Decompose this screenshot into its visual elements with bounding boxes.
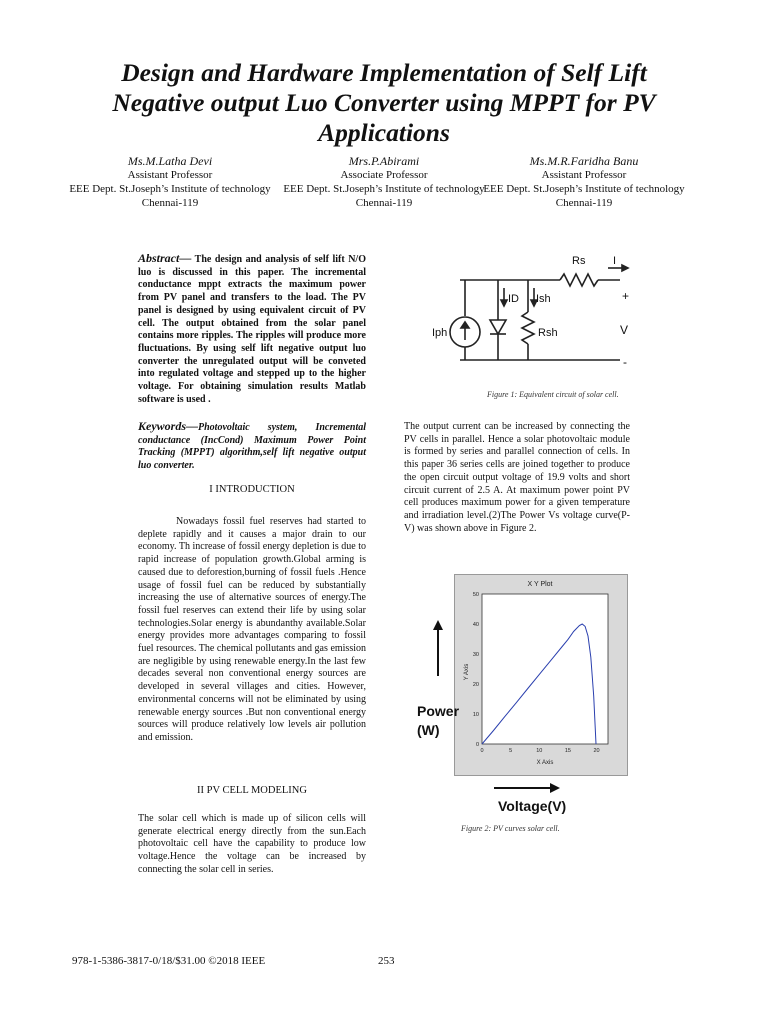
power-label-line2: (W) [417, 722, 440, 738]
title-line-1: Design and Hardware Implementation of Self Lift [121, 58, 647, 87]
x-tick-label: 15 [564, 748, 571, 754]
author-dept: EEE Dept. St.Joseph’s Institute of technology [283, 183, 485, 195]
circuit-label-ish: Ish [536, 293, 551, 305]
x-tick-label: 5 [509, 748, 513, 754]
circuit-label-minus: - [623, 355, 627, 369]
author-city: Chennai-119 [355, 197, 413, 209]
abstract [138, 252, 366, 406]
circuit-label-rsh: Rsh [538, 327, 558, 339]
paper-title [40, 58, 728, 148]
y-tick-label: 50 [472, 592, 479, 598]
title-line-3: Applications [318, 118, 450, 147]
y-tick-label: 0 [475, 742, 479, 748]
keywords [138, 420, 366, 473]
author-city: Chennai-119 [141, 197, 199, 209]
plot-title: X Y Plot [527, 581, 553, 588]
right-paragraph [404, 421, 630, 535]
intro-text: Nowadays fossil fuel reserves had started to deplete rapidly and it causes a major drain to our economy. Th increase of fossil energy depletion is due to rapid increase of population growth.Global arming is caused due to deforestion,burning of fossil fuels .Hence usage of fossil fuel can be reduced by substantially increasing the use of alternative sources of energy.The fossil fuel reserves can extend their life by using solar technologies.Solar energy is abundanthy available.Solar energy provides more advantages comparing to fossil fuel resources. The chemical pollutants and gas emission are negligible by using renewable energy.In the last few decades several non conventional energy sources are developed in several villages and cities. However, environmental concerns will not be eliminated by using renewable energy sources .But non conventional energy sources will produce relatively low levels air pollution and emission. [138, 516, 366, 743]
abstract-label: Abstract— [138, 251, 192, 265]
author-block-2 [274, 154, 494, 210]
voltage-label: Voltage(V) [498, 798, 567, 814]
author-role: Assistant Professor [541, 169, 627, 181]
figure2-caption: Figure 2: PV curves solar cell. [461, 824, 560, 833]
author-role: Assistant Professor [127, 169, 213, 181]
circuit-label-i: I [613, 255, 617, 267]
pv-paragraph [138, 813, 366, 877]
author-role: Associate Professor [340, 169, 428, 181]
author-city: Chennai-119 [555, 197, 613, 209]
author-dept: EEE Dept. St.Joseph’s Institute of technology [483, 183, 685, 195]
abstract-text: The design and analysis of self lift N/O luo is discussed in this paper. The incremental conductance mppt extracts the maximum power from PV panel and transfers to the load. The PV panel is designed by using equivalent circuit of PV cell. The output obtained from the solar panel contains more ripples. The ripples will produce more fluctuations. By using self lift negative output luo converter the unregulated output will be conveted into regulated voltage and stepped up to the higher voltage. For obtaining simulation results Matlab software is used . [138, 254, 366, 405]
author-dept: EEE Dept. St.Joseph’s Institute of technology [69, 183, 271, 195]
y-axis-label: Y Axis [464, 663, 470, 681]
author-name: Ms.M.R.Faridha Banu [529, 154, 639, 168]
x-tick-label: 20 [593, 748, 600, 754]
y-tick-label: 40 [472, 622, 479, 628]
power-label-line1: Power [417, 703, 460, 719]
author-name: Ms.M.Latha Devi [127, 154, 213, 168]
intro-paragraph [138, 516, 366, 745]
circuit-label-iph: Iph [432, 327, 448, 339]
x-tick-label: 0 [480, 748, 484, 754]
y-tick-label: 10 [472, 712, 479, 718]
up-arrow-icon [430, 618, 446, 678]
pv-text: The solar cell which is made up of silicon cells will generate electrical energy directly from the sun.Each photovoltaic cell have the capability to produce low voltage.Hence the voltage can be increased by connecting the solar cell in series. [138, 813, 366, 875]
y-tick-label: 30 [472, 652, 479, 658]
page-number: 253 [378, 955, 395, 967]
right-text: The output current can be increased by connecting the PV cells in parallel. Hence a solar photovoltaic module is formed by series and parallel connection of cells. In this paper 36 series cells are joined together to produce the open circuit output voltage of 19.9 volts and short circuit current of 2.5 A. At maximum power point PV cell produces maximum power for a given temperature and irradiation level.(2)The Power Vs voltage curve(P-V) was shown above in Figure 2. [404, 421, 630, 534]
y-tick-label: 20 [472, 682, 479, 688]
x-axis-label: X Axis [536, 760, 554, 766]
right-arrow-icon [492, 780, 562, 796]
title-line-2: Negative output Luo Converter using MPPT for PV [112, 88, 656, 117]
pv-curve-chart [454, 574, 626, 774]
author-name: Mrs.P.Abirami [348, 154, 420, 168]
author-block-3 [474, 154, 694, 210]
circuit-label-id: ID [508, 293, 519, 305]
circuit-label-v: V [620, 323, 629, 337]
keywords-label: Keywords— [138, 419, 198, 433]
footer-isbn: 978-1-5386-3817-0/18/$31.00 ©2018 IEEE [72, 955, 266, 967]
figure1-caption: Figure 1: Equivalent circuit of solar cell. [487, 390, 619, 399]
author-block-1 [60, 154, 280, 210]
circuit-label-plus: + [622, 289, 630, 303]
intro-heading: I INTRODUCTION [209, 484, 295, 495]
power-label [417, 702, 459, 740]
pv-heading: II PV CELL MODELING [197, 785, 307, 796]
circuit-label-rs: Rs [572, 255, 586, 267]
equivalent-circuit-diagram [420, 250, 650, 390]
keywords-text: Photovoltaic system, Incremental conductance (IncCond) Maximum Power Point Tracking (MPPT) algorithm,self lift negative output luo converter. [138, 422, 366, 472]
x-tick-label: 10 [536, 748, 543, 754]
